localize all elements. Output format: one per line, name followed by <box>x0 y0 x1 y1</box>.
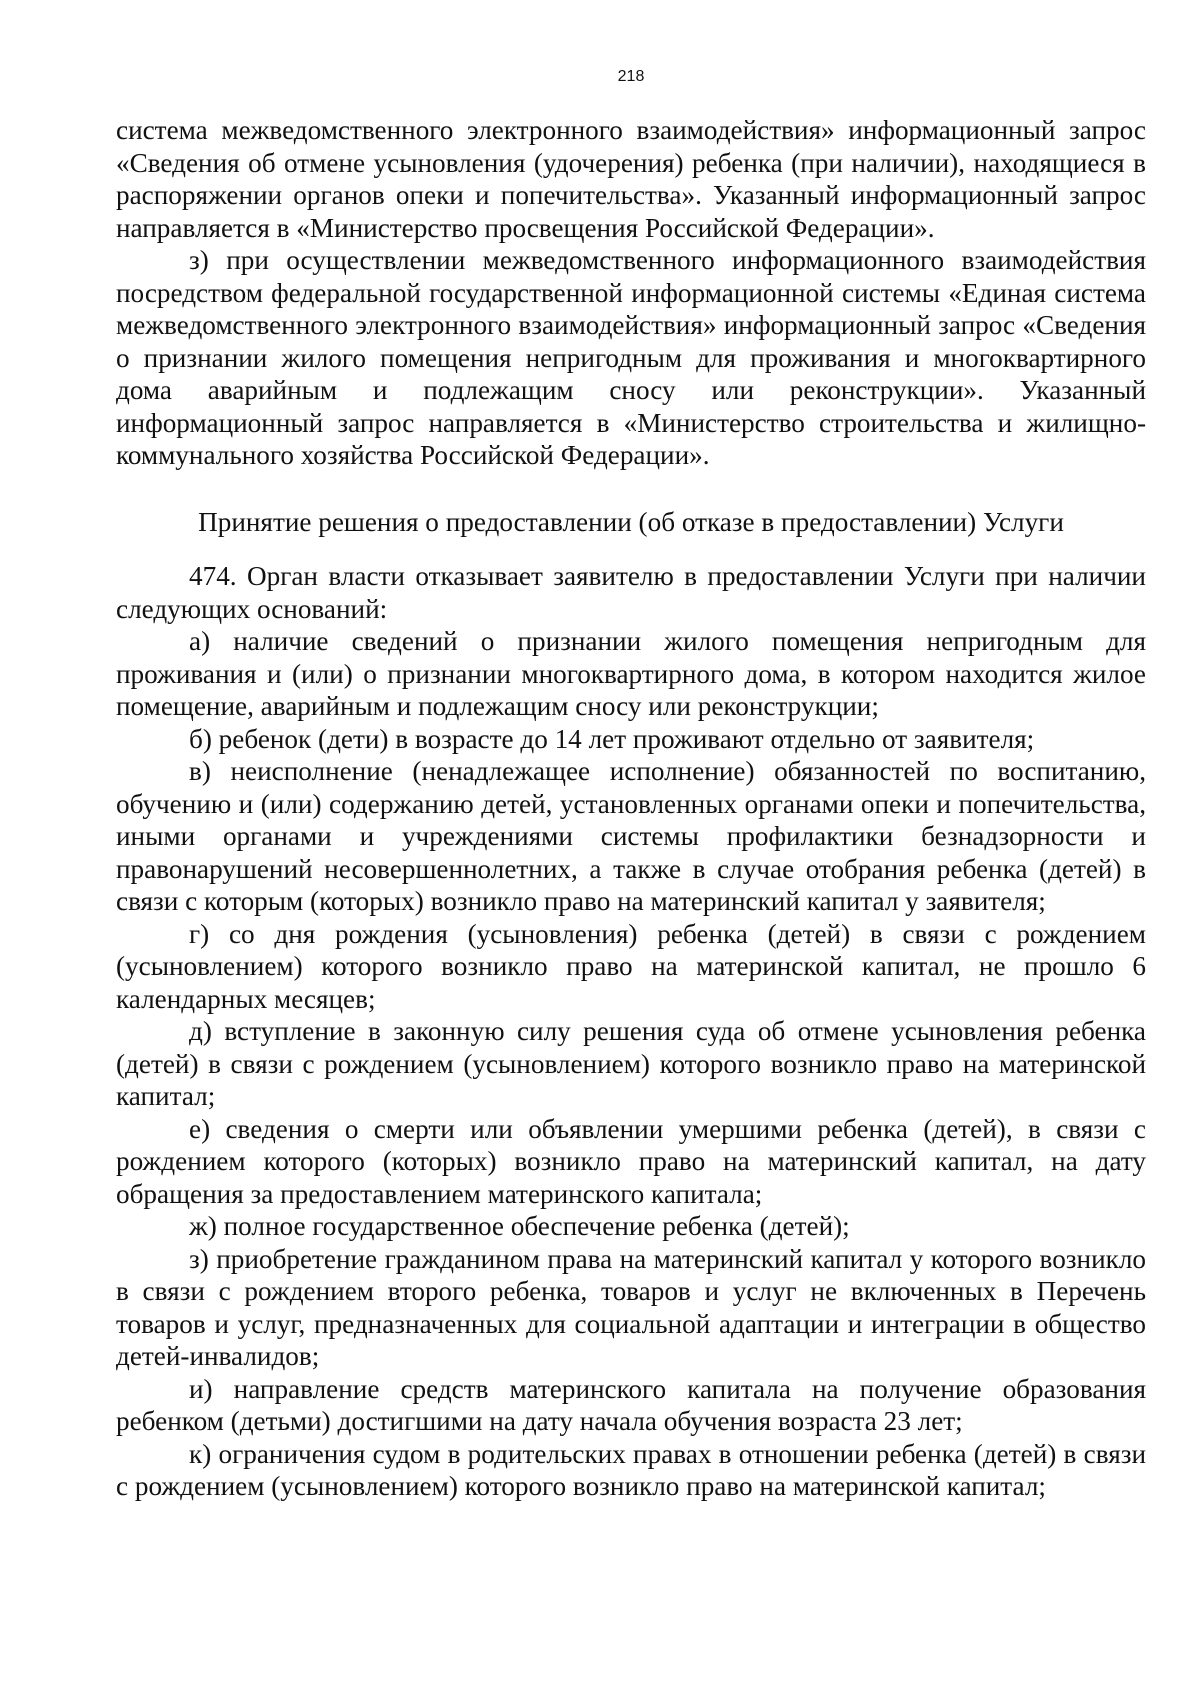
text-block-upper <box>116 114 1146 472</box>
document-page <box>116 0 1146 1697</box>
item-z-interaction-paragraph: з) при осуществлении межведомственного информационного взаимодействия посредством федеральной государственной информационной системы «Единая система межведомственного электронного взаимодействия» информационный запрос «Сведения о признании жилого помещения непригодным для проживания и многоквартирного дома аварийным и подлежащим сносу или реконструкции». Указанный информационный запрос направляется в «Министерство строительства и жилищно-коммунального хозяйства Российской Федерации». <box>116 245 1146 470</box>
section-heading-block <box>116 506 1146 539</box>
ground-item-g: г) со дня рождения (усыновления) ребенка (детей) в связи с рождением (усыновлением) которого возникло право на материнской капитал, не прошло 6 календарных месяцев; <box>116 918 1146 1014</box>
ground-item-v: в) неисполнение (ненадлежащее исполнение) обязанностей по воспитанию, обучению и (или) содержанию детей, установленных органами опеки и попечительства, иными органами и учреждениями системы профилактики безнадзорности и правонарушений несовершеннолетних, а также в случае отобрания ребенка (детей) в связи с которым (которых) возникло право на материнский капитал у заявителя; <box>116 756 1146 916</box>
ground-item-z: з) приобретение гражданином права на материнский капитал у которого возникло в связи с рождением второго ребенка, товаров и услуг не включенных в Перечень товаров и услуг, предназначенных для социальной адаптации и интеграции в общество детей-инвалидов; <box>116 1243 1146 1371</box>
page-number: 218 <box>617 68 645 85</box>
ground-item-a: а) наличие сведений о признании жилого помещения непригодным для проживания и (или) о признании многоквартирного дома, в котором находится жилое помещение, аварийным и подлежащим сносу или реконструкции; <box>116 626 1146 721</box>
ground-item-k: к) ограничения судом в родительских правах в отношении ребенка (детей) в связи с рождением (усыновлением) которого возникло право на материнской капитал; <box>116 1438 1146 1501</box>
section-heading: Принятие решения о предоставлении (об отказе в предоставлении) Услуги <box>198 507 1064 537</box>
ground-item-d: д) вступление в законную силу решения суда об отмене усыновления ребенка (детей) в связи с рождением (усыновлением) которого возникло право на материнской капитал; <box>116 1016 1146 1111</box>
text-block-grounds <box>116 560 1146 1503</box>
paragraph-474: 474. Орган власти отказывает заявителю в предоставлении Услуги при наличии следующих оснований: <box>116 561 1146 624</box>
ground-item-zh: ж) полное государственное обеспечение ребенка (детей); <box>189 1211 850 1241</box>
continuation-paragraph: система межведомственного электронного взаимодействия» информационный запрос «Сведения об отмене усыновления (удочерения) ребенка (при наличии), находящиеся в распоряжении органов опеки и попечительства». Указанный информационный запрос направляется в «Министерство просвещения Российской Федерации». <box>116 115 1146 243</box>
ground-item-b: б) ребенок (дети) в возрасте до 14 лет проживают отдельно от заявителя; <box>189 723 1035 754</box>
ground-item-i: и) направление средств материнского капитала на получение образования ребенком (детьми) достигшими на дату начала обучения возраста 23 лет; <box>116 1373 1146 1436</box>
ground-item-e: е) сведения о смерти или объявлении умершими ребенка (детей), в связи с рождением которого (которых) возникло право на материнский капитал, на дату обращения за предоставлением материнского капитала; <box>116 1113 1146 1209</box>
